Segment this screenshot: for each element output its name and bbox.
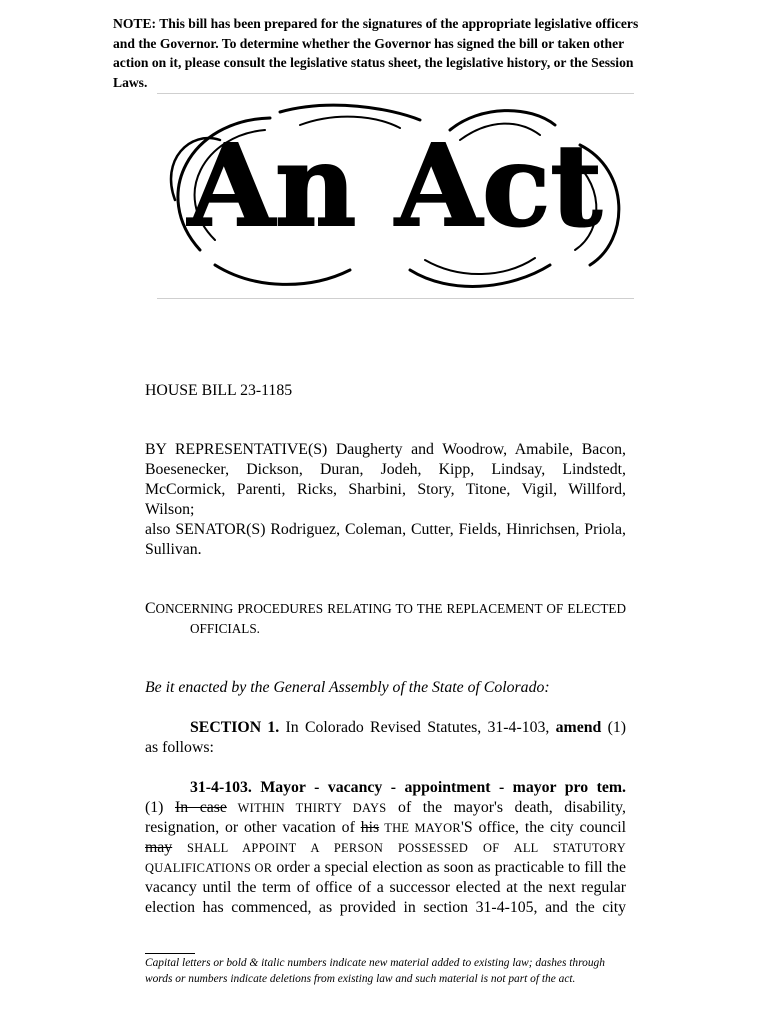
statute-text-run: resignation, or other vacation of [145,819,361,836]
sponsors-line: BY REPRESENTATIVE(S) Daugherty and Woodrow, Amabile, Bacon, [145,441,626,458]
statute-heading: 31-4-103. Mayor - vacancy - appointment - mayor pro tem. [190,779,626,796]
sponsors-block [145,440,626,560]
section-1-line: as follows: [145,739,214,756]
sponsors-line: Wilson; [145,501,195,518]
section-text: In Colorado Revised Statutes, 31-4-103, [279,719,556,736]
bill-title-text: ONCERNING PROCEDURES RELATING TO THE REPLACEMENT OF ELECTED [155,601,626,616]
statute-text-run: of the mayor's death, disability, [386,799,626,816]
statute-line: vacancy until the term of office of a successor elected at the next regular [145,879,626,896]
seal-divider [157,298,634,299]
sponsors-line: McCormick, Parenti, Ricks, Sharbini, Story, Titone, Vigil, Willford, [145,481,626,498]
deleted-text: may [145,839,173,856]
footnote-divider [145,953,195,954]
an-act-seal [160,100,630,295]
new-text: WITHIN THIRTY DAYS [226,801,387,815]
statute-text-run: (1) [145,799,175,816]
statute-text-run: 'S office, the city council [460,819,627,836]
statute-line [145,858,626,878]
sponsors-line: Sullivan. [145,541,202,558]
deleted-text: his [360,819,380,836]
statute-text [145,778,626,918]
section-1 [145,718,626,758]
statute-line [145,798,626,818]
bill-title-line [145,599,626,619]
bill-title [145,599,626,639]
new-text: QUALIFICATIONS OR [145,861,273,875]
header-divider [157,93,634,94]
statute-heading-line [145,778,626,798]
deleted-text: In case [174,799,227,816]
new-text: THE MAYOR [379,821,461,835]
footnote: Capital letters or bold & italic numbers indicate new material added to existing law; dashes through words or numbers indicate deletions from existing law and such material is not part of the act. [145,957,605,985]
section-heading: SECTION 1. [190,719,280,736]
statute-line [145,818,626,838]
new-text: SHALL APPOINT A PERSON POSSESSED OF ALL STATUTORY [172,841,626,855]
bill-title-initial: C [145,600,156,617]
seal-text: An Act [187,121,603,252]
amend-keyword: amend [555,719,602,736]
statute-line: election has commenced, as provided in section 31-4-105, and the city [145,899,626,916]
section-1-line [145,718,626,738]
sponsors-line: also SENATOR(S) Rodriguez, Coleman, Cutter, Fields, Hinrichsen, Priola, [145,521,626,538]
section-text: (1) [601,719,627,736]
an-act-seal-graphic [160,100,630,295]
enacting-clause: Be it enacted by the General Assembly of the State of Colorado: [145,679,550,696]
bill-number: HOUSE BILL 23-1185 [145,382,293,399]
statute-line [145,838,626,858]
statute-text-run: order a special election as soon as practicable to fill the [272,859,626,876]
sponsors-line: Boesenecker, Dickson, Duran, Jodeh, Kipp, Lindsay, Lindstedt, [145,461,626,478]
bill-title-line: OFFICIALS. [190,621,260,636]
status-note: NOTE: This bill has been prepared for the signatures of the appropriate legislative officers and the Governor. To determine whether the Governor has signed the bill or taken other action on it, please consult the legislative status sheet, the legislative history, or the Session Laws. [113,16,639,90]
